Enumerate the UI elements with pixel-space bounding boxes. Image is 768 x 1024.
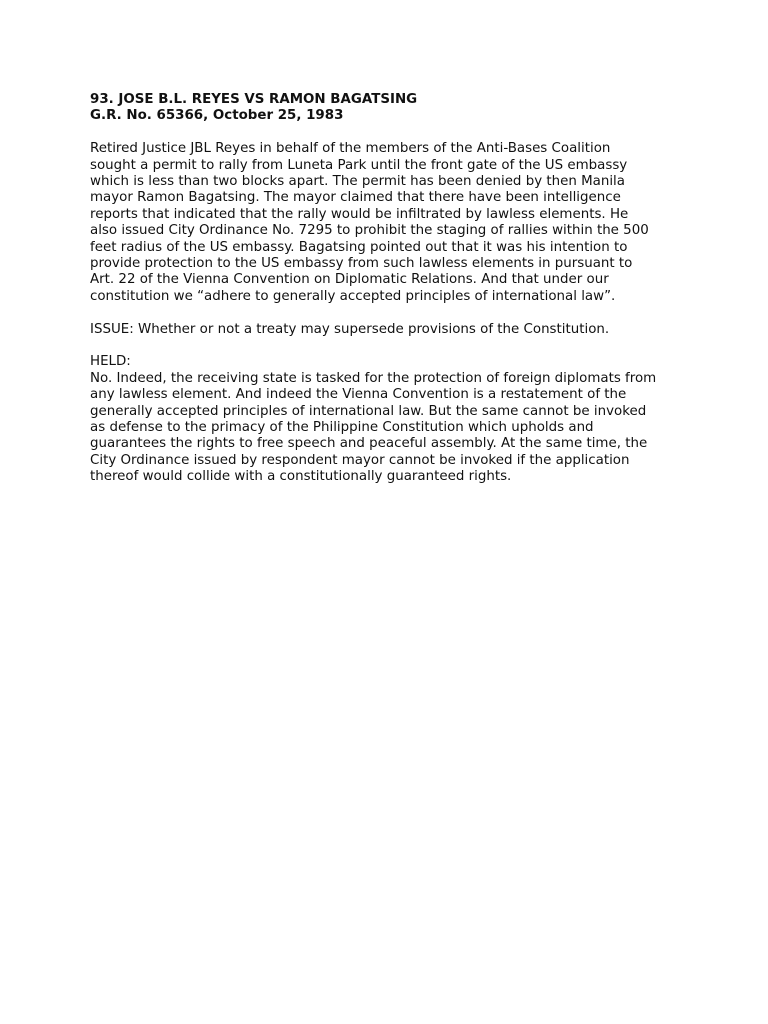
issue-paragraph	[90, 322, 690, 338]
paragraph-spacer	[90, 125, 690, 141]
facts-paragraph	[90, 141, 690, 305]
held-line: No. Indeed, the receiving state is tasked for the protection of foreign diplomats from	[90, 370, 657, 386]
held-section	[90, 354, 690, 485]
facts-line: feet radius of the US embassy. Bagatsing pointed out that it was his intention to	[90, 239, 628, 255]
paragraph-spacer	[90, 338, 690, 354]
held-line: City Ordinance issued by respondent mayor cannot be invoked if the application	[90, 452, 630, 468]
facts-line: constitution we “adhere to generally accepted principles of international law”.	[90, 288, 616, 304]
held-label: HELD:	[90, 354, 131, 370]
document-page	[90, 92, 690, 486]
held-line: guarantees the rights to free speech and peaceful assembly. At the same time, the	[90, 436, 648, 452]
facts-line: sought a permit to rally from Luneta Park until the front gate of the US embassy	[90, 157, 628, 173]
case-citation-line: G.R. No. 65366, October 25, 1983	[90, 108, 344, 124]
held-line: generally accepted principles of international law. But the same cannot be invoked	[90, 403, 647, 419]
held-line: any lawless element. And indeed the Vienna Convention is a restatement of the	[90, 387, 627, 403]
held-line: thereof would collide with a constitutionally guaranteed rights.	[90, 469, 512, 485]
held-line: as defense to the primacy of the Philippine Constitution which upholds and	[90, 420, 594, 436]
facts-line: mayor Ramon Bagatsing. The mayor claimed that there have been intelligence	[90, 190, 621, 206]
facts-line: Art. 22 of the Vienna Convention on Diplomatic Relations. And that under our	[90, 272, 609, 288]
issue-line: ISSUE: Whether or not a treaty may supersede provisions of the Constitution.	[90, 321, 610, 337]
paragraph-spacer	[90, 305, 690, 321]
facts-line: Retired Justice JBL Reyes in behalf of the members of the Anti-Bases Coalition	[90, 141, 611, 157]
facts-line: provide protection to the US embassy from such lawless elements in pursuant to	[90, 256, 633, 272]
case-title-line: 93. JOSE B.L. REYES VS RAMON BAGATSING	[90, 92, 418, 107]
facts-line: reports that indicated that the rally would be infiltrated by lawless elements. He	[90, 206, 629, 222]
case-title	[90, 92, 690, 125]
facts-line: also issued City Ordinance No. 7295 to prohibit the staging of rallies within the 500	[90, 223, 649, 239]
facts-line: which is less than two blocks apart. The permit has been denied by then Manila	[90, 174, 625, 190]
